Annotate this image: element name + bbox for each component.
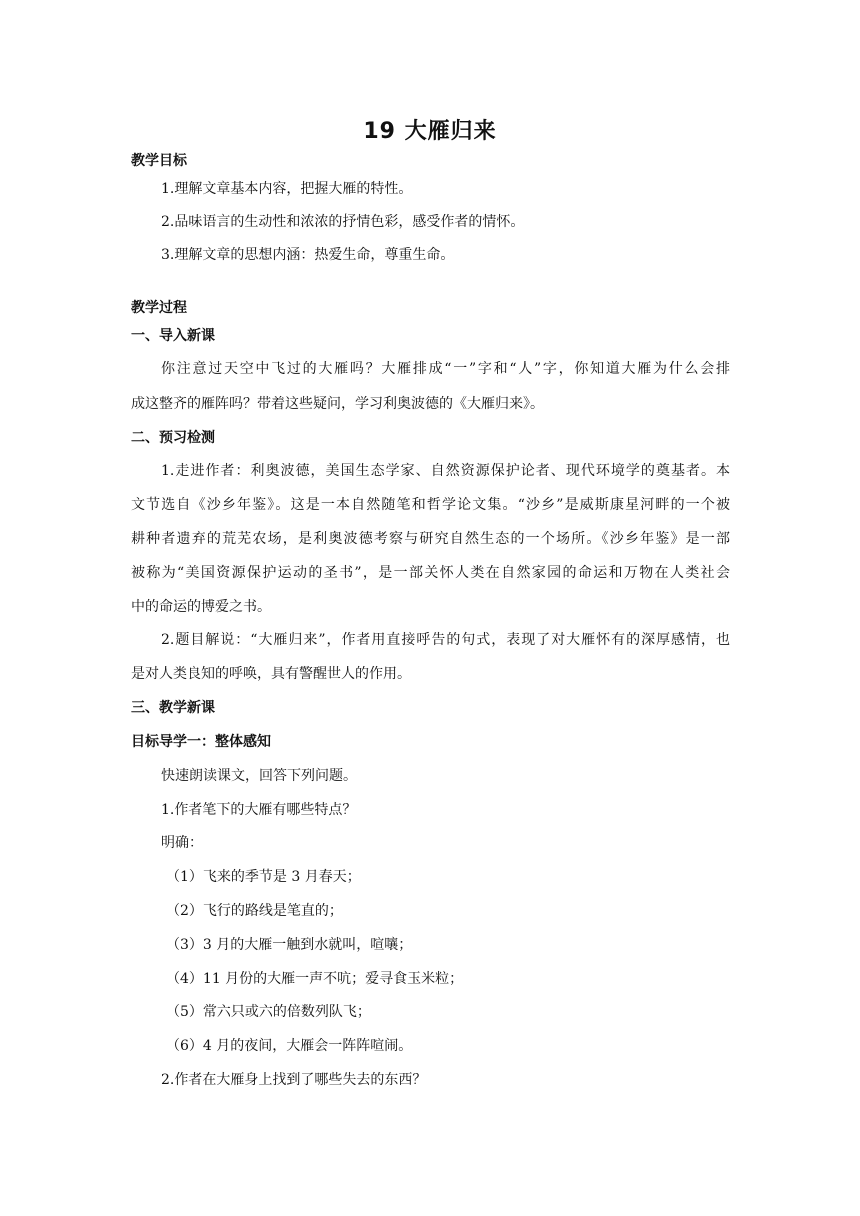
section-heading: 一、导入新课 — [131, 328, 215, 344]
paragraph-line: 你注意过天空中飞过的大雁吗？大雁排成“一”字和“人”字，你知道大雁为什么会排 — [161, 361, 730, 377]
question: 2.作者在大雁身上找到了哪些失去的东西？ — [161, 1072, 427, 1088]
answer-item: （2）飞行的路线是笔直的； — [166, 903, 343, 919]
question: 1.作者笔下的大雁有哪些特点？ — [161, 802, 357, 818]
answer-item: （1）飞来的季节是 3 月春天； — [166, 869, 361, 885]
paragraph-line: 是对人类良知的呼唤，具有警醒世人的作用。 — [131, 666, 411, 682]
paragraph-line: 快速朗读课文，回答下列问题。 — [161, 768, 357, 784]
paragraph-line: 被称为“美国资源保护运动的圣书”，是一部关怀人类在自然家园的命运和万物在人类社会 — [131, 565, 730, 581]
goals-heading: 教学目标 — [131, 153, 187, 169]
answer-item: （5）常六只或六的倍数列队飞； — [166, 1004, 371, 1020]
paragraph-line: 1.走进作者：利奥波德，美国生态学家、自然资源保护论者、现代环境学的奠基者。本 — [161, 463, 730, 479]
answer-item: （4）11 月份的大雁一声不吭；爱寻食玉米粒； — [166, 971, 464, 987]
goal-item: 1.理解文章基本内容，把握大雁的特性。 — [161, 181, 413, 197]
paragraph-line: 文节选自《沙乡年鉴》。这是一本自然随笔和哲学论文集。“沙乡”是威斯康星河畔的一个被 — [131, 497, 730, 513]
paragraph-line: 中的命运的博爱之书。 — [131, 599, 271, 615]
answer-item: （3）3 月的大雁一触到水就叫，喧嚷； — [166, 937, 413, 953]
goal-item: 3.理解文章的思想内涵：热爱生命，尊重生命。 — [161, 247, 455, 263]
section-heading: 三、教学新课 — [131, 700, 215, 716]
answer-label: 明确： — [161, 835, 203, 851]
goal-item: 2.品味语言的生动性和浓浓的抒情色彩，感受作者的情怀。 — [161, 214, 525, 230]
goal-subheading: 目标导学一：整体感知 — [131, 734, 271, 750]
paragraph-line: 2.题目解说：“大雁归来”，作者用直接呼告的句式，表现了对大雁怀有的深厚感情，也 — [161, 632, 730, 648]
section-heading: 二、预习检测 — [131, 430, 215, 446]
answer-item: （6）4 月的夜间，大雁会一阵阵喧闹。 — [166, 1038, 413, 1054]
paragraph-line: 耕种者遗弃的荒芜农场，是利奥波德考察与研究自然生态的一个场所。《沙乡年鉴》是一部 — [131, 531, 730, 547]
page-title: 19 大雁归来 — [363, 119, 497, 144]
paragraph-line: 成这整齐的雁阵吗？带着这些疑问，学习利奥波德的《大雁归来》。 — [131, 396, 544, 412]
process-heading: 教学过程 — [131, 300, 187, 316]
